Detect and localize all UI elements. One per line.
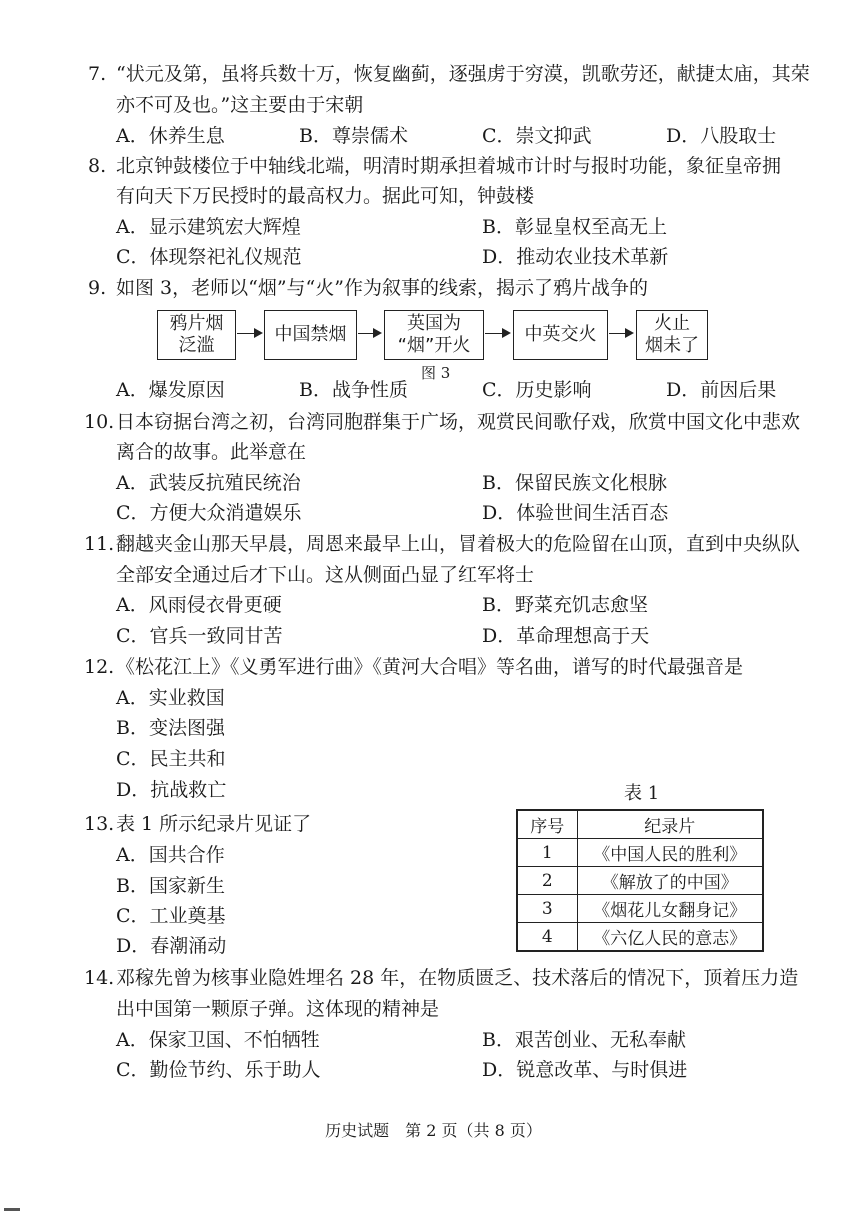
question-number: 7.: [88, 63, 107, 85]
scan-mark: [4, 1208, 20, 1211]
table-header-cell: 纪录片: [577, 810, 763, 839]
option-a: A．武装反抗殖民统治: [116, 472, 301, 494]
table-cell: 《六亿人民的意志》: [577, 923, 763, 952]
question-stem-line: 《松花江上》《义勇军进行曲》《黄河大合唱》等名曲，谱写的时代最强音是: [116, 656, 744, 678]
option-a: A．爆发原因: [116, 379, 225, 401]
option-c: C．崇文抑武: [482, 125, 592, 147]
question-number: 8.: [88, 155, 107, 177]
table-cell: 《中国人民的胜利》: [577, 839, 763, 867]
option-b: B．彰显皇权至高无上: [482, 216, 667, 238]
table-cell: 2: [517, 867, 577, 895]
table-cell: 1: [517, 839, 577, 867]
page-footer: 历史试题 第 2 页（共 8 页）: [325, 1121, 542, 1140]
flow-box: 英国为 “烟”开火: [384, 310, 484, 360]
question-number: 11.: [84, 533, 115, 555]
table-cell: 4: [517, 923, 577, 952]
question-stem-line: 离合的故事。此举意在: [116, 441, 307, 463]
table-row: [517, 839, 763, 867]
question-stem-line: 北京钟鼓楼位于中轴线北端，明清时期承担着城市计时与报时功能，象征皇帝拥: [116, 155, 782, 177]
flow-box: 中国禁烟: [264, 310, 357, 360]
question-stem-line: 表 1 所示纪录片见证了: [116, 813, 312, 835]
option-c: C．民主共和: [116, 748, 226, 770]
question-stem-line: 邓稼先曾为核事业隐姓埋名 28 年，在物质匮乏、技术落后的情况下，顶着压力造: [116, 967, 799, 989]
option-c: C．方便大众消遣娱乐: [116, 502, 302, 524]
option-b: B．变法图强: [116, 717, 225, 739]
question-stem-line: 日本窃据台湾之初，台湾同胞群集于广场，观赏民间歌仔戏，欣赏中国文化中悲欢: [116, 411, 801, 433]
option-d: D．前因后果: [666, 379, 777, 401]
question-stem-line: 有向天下万民授时的最高权力。据此可知，钟鼓楼: [116, 185, 535, 207]
option-a: A．休养生息: [116, 125, 225, 147]
option-d: D．体验世间生活百态: [482, 502, 669, 524]
option-a: A．保家卫国、不怕牺牲: [116, 1029, 320, 1051]
option-b: B．野菜充饥志愈坚: [482, 594, 648, 616]
option-c: C．工业奠基: [116, 905, 226, 927]
question-number: 10.: [84, 411, 115, 433]
table-header-cell: 序号: [517, 810, 577, 839]
question-number: 9.: [88, 277, 107, 299]
option-a: A．风雨侵衣骨更硬: [116, 594, 282, 616]
flow-box: 火止 烟未了: [636, 310, 708, 360]
option-a: A．实业救国: [116, 687, 225, 709]
question-number: 12.: [84, 656, 115, 678]
question-stem-line: 出中国第一颗原子弹。这体现的精神是: [116, 998, 440, 1020]
option-c: C．勤俭节约、乐于助人: [116, 1059, 321, 1081]
question-stem-line: 亦不可及也。”这主要由于宋朝: [116, 94, 364, 116]
arrow-icon: [609, 333, 632, 334]
arrow-icon: [485, 333, 509, 334]
option-b: B．战争性质: [299, 379, 408, 401]
option-b: B．艰苦创业、无私奉献: [482, 1029, 686, 1051]
option-d: D．抗战救亡: [116, 779, 227, 801]
table-header-row: [517, 810, 763, 839]
table-row: [517, 895, 763, 923]
table-1: [516, 809, 764, 952]
option-d: D．春潮涌动: [116, 935, 227, 957]
table-row: [517, 923, 763, 952]
table-cell: 《烟花儿女翻身记》: [577, 895, 763, 923]
table-cell: 3: [517, 895, 577, 923]
table-caption: 表 1: [624, 783, 660, 804]
option-c: C．官兵一致同甘苦: [116, 625, 283, 647]
option-b: B．国家新生: [116, 875, 225, 897]
question-stem-line: “状元及第，虽将兵数十万，恢复幽蓟，逐强虏于穷漠，凯歌劳还，献捷太庙，其荣: [116, 63, 810, 85]
option-b: B．尊崇儒术: [299, 125, 408, 147]
option-d: D．革命理想高于天: [482, 625, 650, 647]
question-number: 14.: [84, 967, 115, 989]
table-cell: 《解放了的中国》: [577, 867, 763, 895]
option-d: D．八股取士: [666, 125, 777, 147]
option-a: A．显示建筑宏大辉煌: [116, 216, 301, 238]
flow-box: 中英交火: [513, 310, 608, 360]
flow-box: 鸦片烟 泛滥: [157, 310, 236, 360]
option-d: D．锐意改革、与时俱进: [482, 1059, 688, 1081]
question-stem-line: 全部安全通过后才下山。这从侧面凸显了红军将士: [116, 564, 535, 586]
question-stem-line: 翻越夹金山那天早晨，周恩来最早上山，冒着极大的危险留在山顶，直到中央纵队: [116, 533, 801, 555]
table-row: [517, 867, 763, 895]
figure-caption: 图 3: [421, 364, 451, 382]
question-stem-line: 如图 3，老师以“烟”与“火”作为叙事的线索，揭示了鸦片战争的: [116, 277, 648, 299]
option-c: C．体现祭祀礼仪规范: [116, 246, 302, 268]
question-number: 13.: [84, 813, 115, 835]
option-b: B．保留民族文化根脉: [482, 472, 667, 494]
option-c: C．历史影响: [482, 379, 592, 401]
option-d: D．推动农业技术革新: [482, 246, 669, 268]
option-a: A．国共合作: [116, 844, 225, 866]
arrow-icon: [358, 333, 380, 334]
arrow-icon: [237, 333, 261, 334]
